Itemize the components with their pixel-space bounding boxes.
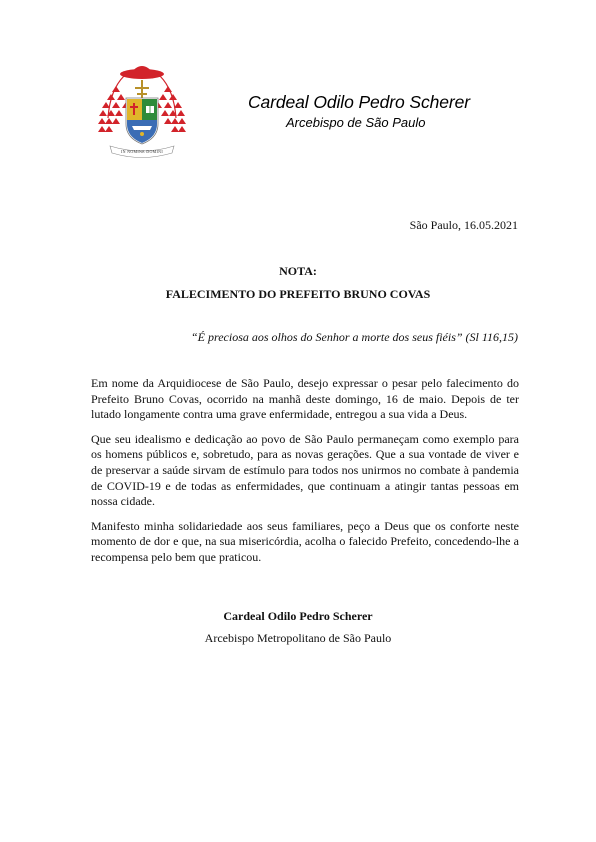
note-title: FALECIMENTO DO PREFEITO BRUNO COVAS [165,287,431,301]
body-paragraph: Manifesto minha solidariedade aos seus familiares, peço a Deus que os conforte neste momento de dor e que, na sua misericórdia, acolha o falecido Prefeito, concedendo-lhe a recompensa pelo bem que praticou. [91,518,519,564]
signature-name: Cardeal Odilo Pedro Scherer [223,609,373,623]
coat-of-arms-icon [96,60,188,164]
signature-role: Arcebispo Metropolitano de São Paulo [204,631,392,645]
letterhead-name: Cardeal Odilo Pedro Scherer [248,92,470,112]
letter-body [91,376,519,575]
note-label: NOTA: [279,264,317,278]
body-paragraph: Em nome da Arquidiocese de São Paulo, desejo expressar o pesar pelo falecimento do Prefeito Bruno Covas, ocorrido na manhã deste domingo, 16 de maio. Depois de ter lutado longamente contra uma grave enfermidade, entregou a sua vida a Deus. [91,376,519,422]
scripture-quote: “É preciosa aos olhos do Senhor a morte dos seus fiéis” (Sl 116,15) [191,330,518,344]
body-paragraph: Que seu idealismo e dedicação ao povo de São Paulo permaneçam como exemplo para os homens públicos e, sobretudo, para as novas gerações. Que a sua vontade de viver e de preservar a saúde sirvam de estímulo para todos nos unirmos no combate à pandemia de COVID-19 e de todas as enfermidades, que continuam a atingir tantas pessoas em nossa cidade. [91,431,519,509]
letterhead-title: Arcebispo de São Paulo [286,115,426,130]
svg-text:IN NOMINE DOMINI: IN NOMINE DOMINI [121,149,163,154]
letter-date: São Paulo, 16.05.2021 [409,218,518,232]
